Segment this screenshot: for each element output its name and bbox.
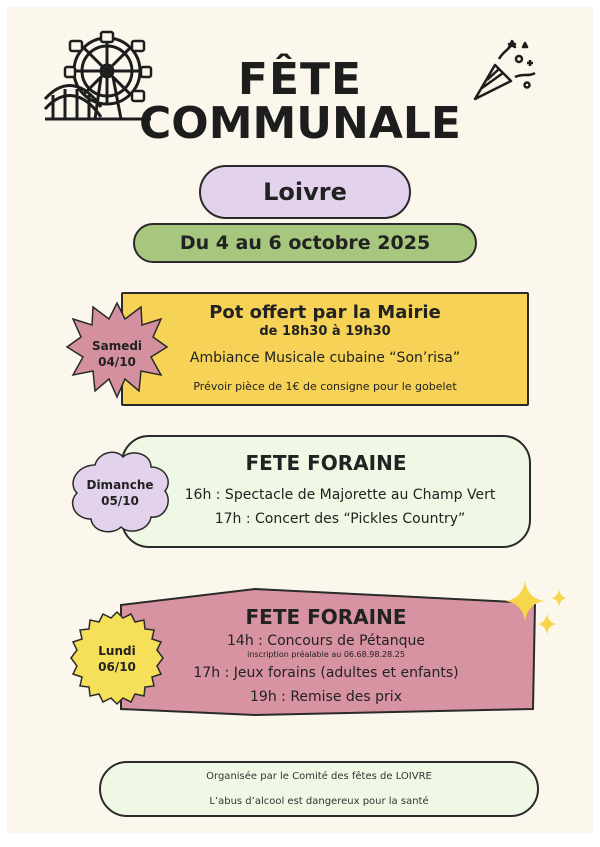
badge-day: Lundi <box>98 644 136 658</box>
badge-date: 05/10 <box>101 494 139 508</box>
footer-box <box>99 761 539 817</box>
poster <box>7 7 593 833</box>
event-panel-monday <box>121 591 531 711</box>
title-line-1: FÊTE <box>237 54 363 105</box>
event-heading: FETE FORAINE <box>245 605 407 629</box>
location-pill: Loivre <box>199 165 411 219</box>
event-line: Ambiance Musicale cubaine “Son’risa” <box>189 350 461 366</box>
badge-date: 04/10 <box>98 355 136 369</box>
event-heading: FETE FORAINE <box>245 451 407 475</box>
dates-pill: Du 4 au 6 octobre 2025 <box>133 223 477 263</box>
footer-warning: L’abus d’alcool est dangereux pour la santé <box>209 796 429 807</box>
badge-date: 06/10 <box>98 660 136 674</box>
event-line: 14h : Concours de Pétanque <box>227 633 425 649</box>
event-line: 17h : Jeux forains (adultes et enfants) <box>193 665 459 681</box>
event-line: 16h : Spectacle de Majorette au Champ Vert <box>184 487 496 503</box>
badge-day: Dimanche <box>86 478 154 492</box>
event-heading: Pot offert par la Mairie <box>209 302 441 323</box>
title-line-2: COMMUNALE <box>139 98 461 149</box>
event-line: 19h : Remise des prix <box>250 689 402 705</box>
sparkle-icon <box>503 577 573 641</box>
event-note: inscription préalable au 06.68.98.28.25 <box>247 650 405 659</box>
event-line: 17h : Concert des “Pickles Country” <box>214 511 466 527</box>
footer-organizer: Organisée par le Comité des fêtes de LOIVRE <box>206 771 432 782</box>
event-line: Prévoir pièce de 1€ de consigne pour le gobelet <box>193 380 457 393</box>
event-subheading: de 18h30 à 19h30 <box>259 324 391 339</box>
event-panel-sunday <box>121 435 531 548</box>
event-panel-saturday <box>121 292 529 406</box>
badge-day: Samedi <box>91 339 143 353</box>
